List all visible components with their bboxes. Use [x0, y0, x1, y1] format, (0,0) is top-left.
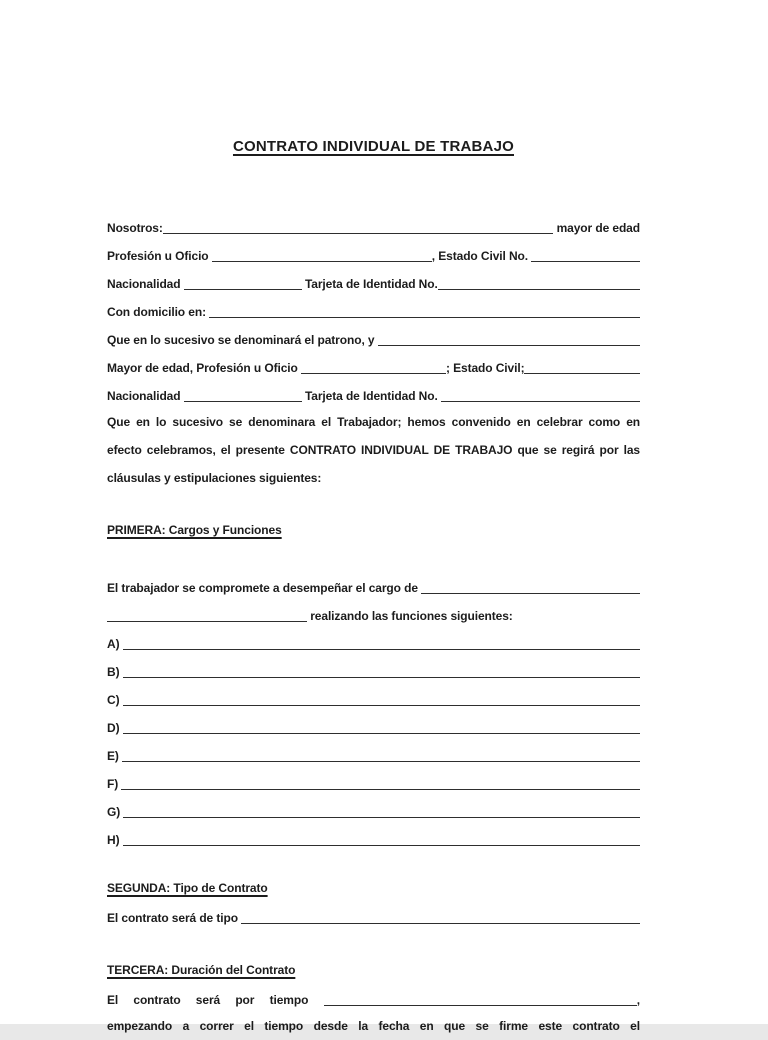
blank-field — [123, 845, 640, 846]
line-text: realizando las funciones siguientes: — [307, 609, 513, 623]
blank-field — [123, 677, 640, 678]
line-text: Nacionalidad — [107, 277, 184, 291]
line-text: Tarjeta de Identidad No. — [301, 389, 441, 403]
line-text: ; Estado Civil; — [445, 361, 525, 375]
line-cargo — [107, 572, 640, 600]
line-item-h — [107, 824, 640, 852]
blank-field — [123, 733, 640, 734]
line-text: A) — [107, 637, 123, 651]
line-text: , — [636, 993, 640, 1007]
line-text: El trabajador se compromete a desempeñar el cargo de — [107, 581, 422, 595]
paragraph-line: Que en lo sucesivo se denominara el Trabajador; hemos convenido en celebrar como en — [107, 415, 640, 429]
line-nacionalidad-1 — [107, 268, 640, 296]
blank-field — [184, 289, 302, 290]
line-item-g — [107, 796, 640, 824]
blank-field — [241, 923, 640, 924]
blank-field — [123, 705, 640, 706]
line-profesion-oficio-1 — [107, 240, 640, 268]
blank-field — [421, 593, 640, 594]
line-nacionalidad-2 — [107, 380, 640, 408]
line-profesion-oficio-2 — [107, 352, 640, 380]
blank-field — [123, 817, 640, 818]
line-nosotros — [107, 212, 640, 240]
line-text: Profesión u Oficio — [107, 249, 212, 263]
blank-field — [441, 401, 640, 402]
line-text: Nacionalidad — [107, 389, 184, 403]
line-text: , Estado Civil No. — [431, 249, 532, 263]
contract-title: CONTRATO INDIVIDUAL DE TRABAJO — [232, 138, 514, 155]
line-text: Tarjeta de Identidad No. — [301, 277, 438, 291]
line-item-d — [107, 712, 640, 740]
clipped-bottom-line — [107, 1012, 640, 1040]
line-item-a — [107, 628, 640, 656]
blank-field — [212, 261, 432, 262]
line-text: F) — [107, 777, 122, 791]
line-item-e — [107, 740, 640, 768]
line-text: G) — [107, 805, 124, 819]
line-text: Que en lo sucesivo se denominará el patrono, y — [107, 333, 378, 347]
line-item-c — [107, 684, 640, 712]
intro-paragraph — [107, 408, 640, 492]
blank-field — [122, 761, 640, 762]
blank-field — [121, 789, 640, 790]
paragraph-line: cláusulas y estipulaciones siguientes: — [107, 471, 322, 485]
line-text: Con domicilio en: — [107, 305, 210, 319]
blank-field — [209, 317, 640, 318]
line-text: D) — [107, 721, 123, 735]
line-patrono — [107, 324, 640, 352]
blank-field — [324, 1005, 637, 1006]
paragraph-line: efecto celebramos, el presente CONTRATO INDIVIDUAL DE TRABAJO que se regirá por las — [107, 443, 640, 457]
heading-segunda: SEGUNDA: Tipo de Contrato — [107, 881, 268, 895]
line-text: mayor de edad — [553, 221, 640, 235]
line-item-b — [107, 656, 640, 684]
line-text: El contrato será por tiempo — [107, 993, 324, 1007]
blank-field — [524, 373, 640, 374]
line-text: Nosotros: — [107, 221, 163, 235]
blank-field — [301, 373, 446, 374]
line-text: H) — [107, 833, 123, 847]
line-domicilio — [107, 296, 640, 324]
blank-field — [163, 233, 554, 234]
line-text: C) — [107, 693, 123, 707]
heading-tercera: TERCERA: Duración del Contrato — [107, 963, 296, 977]
contract-content — [107, 0, 640, 1040]
blank-field — [531, 261, 640, 262]
line-tipo-contrato — [107, 902, 640, 930]
contract-body — [107, 212, 640, 1040]
line-item-f — [107, 768, 640, 796]
line-funciones — [107, 600, 640, 628]
blank-field — [184, 401, 302, 402]
heading-primera: PRIMERA: Cargos y Funciones — [107, 523, 282, 537]
line-text: E) — [107, 749, 123, 763]
blank-field — [123, 649, 640, 650]
line-tiempo — [107, 984, 640, 1012]
blank-field — [107, 621, 307, 622]
blank-field — [438, 289, 640, 290]
line-text: B) — [107, 665, 123, 679]
paragraph-line: empezando a correr el tiempo desde la fecha en que se firme este contrato el — [107, 1019, 640, 1033]
blank-field — [378, 345, 640, 346]
line-text: Mayor de edad, Profesión u Oficio — [107, 361, 301, 375]
line-text: El contrato será de tipo — [107, 911, 242, 925]
